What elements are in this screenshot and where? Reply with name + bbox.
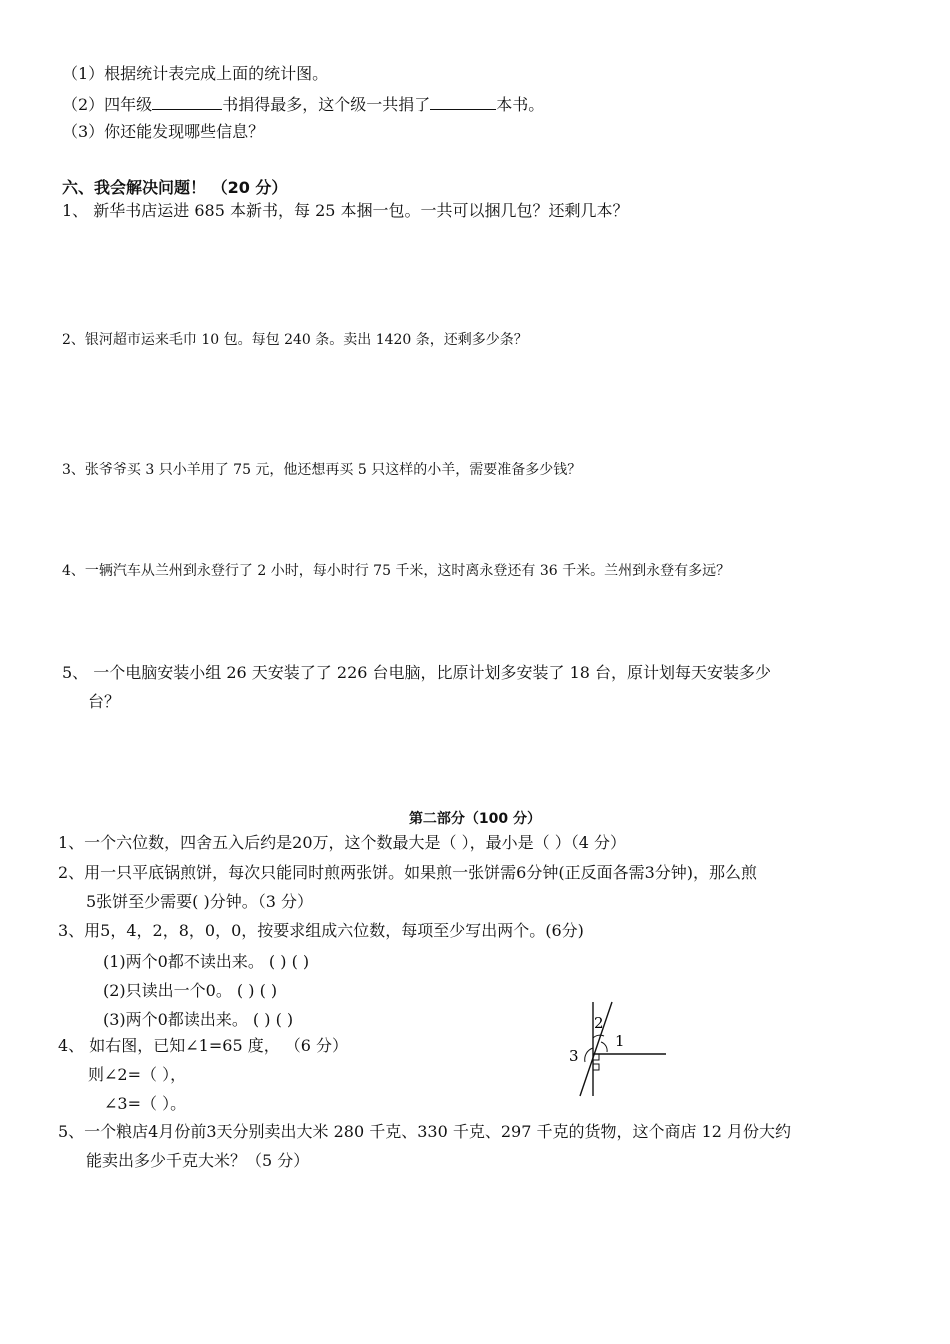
answer-blank-total[interactable] (430, 95, 496, 110)
angle-arc-2 (593, 1035, 604, 1038)
subquestion-1: （1）根据统计表完成上面的统计图。 (62, 64, 329, 83)
problem-2: 2、银河超市运来毛巾 10 包。每包 240 条。卖出 1420 条，还剩多少条？ (62, 332, 528, 348)
angle-label-2: 2 (594, 1014, 604, 1032)
right-angle-mark-lower (593, 1064, 599, 1070)
answer-blank-grade[interactable] (152, 95, 222, 110)
part2-question-5-line2: 能卖出多少千克大米？（5 分） (86, 1151, 310, 1170)
part-two-title: 第二部分（100 分） (408, 811, 542, 827)
part2-question-4-line3: ∠3=（ ）。 (104, 1094, 187, 1113)
part2-question-2-line1: 2、用一只平底锅煎饼，每次只能同时煎两张饼。如果煎一张饼需6分钟(正反面各需3分钟)，那么煎 (58, 863, 758, 882)
problem-3: 3、张爷爷买 3 只小羊用了 75 元，他还想再买 5 只这样的小羊，需要准备多少钱？ (62, 462, 582, 478)
part2-question-3-item-3: (3)两个0都读出来。 ( ) ( ) (103, 1010, 294, 1029)
part2-question-4-line1: 4、 如右图，已知∠1=65 度， （6 分） (58, 1036, 349, 1055)
subquestion-2 (62, 95, 544, 113)
subquestion-2-middle: 书捐得最多，这个级一共捐了 (222, 95, 431, 114)
angle-label-3: 3 (569, 1047, 579, 1065)
part2-question-5-line1: 5、一个粮店4月份前3天分别卖出大米 280 千克、330 千克、297 千克的货物，这个商店 12 月份大约 (58, 1122, 792, 1141)
part2-question-4-line2: 则∠2=（ ）， (88, 1065, 187, 1084)
angle-arc-1 (601, 1042, 607, 1052)
angle-figure (560, 998, 670, 1098)
subquestion-3: （3）你还能发现哪些信息？ (62, 122, 265, 141)
subquestion-2-prefix: （2）四年级 (62, 95, 153, 114)
angle-label-1: 1 (615, 1032, 625, 1050)
part2-question-1: 1、一个六位数，四舍五入后约是20万，这个数最大是（ ），最小是（ ）（4 分） (58, 833, 626, 852)
subquestion-2-suffix: 本书。 (496, 95, 545, 114)
part2-question-3: 3、用5，4，2，8，0，0，按要求组成六位数，每项至少写出两个。(6分) (58, 921, 584, 940)
part2-question-3-item-1: (1)两个0都不读出来。 ( ) ( ) (103, 952, 310, 971)
section-title: 六、我会解决问题！ （20 分） (62, 178, 288, 197)
problem-5-line1: 5、 一个电脑安装小组 26 天安装了了 226 台电脑，比原计划多安装了 18 台，原计划每天安装多少 (62, 663, 772, 682)
part2-question-2-line2: 5张饼至少需要( )分钟。（3 分） (86, 892, 314, 911)
problem-5-line2: 台？ (88, 692, 121, 711)
problem-1: 1、 新华书店运进 685 本新书，每 25 本捆一包。一共可以捆几包？还剩几本？ (62, 201, 629, 220)
problem-4: 4、一辆汽车从兰州到永登行了 2 小时，每小时行 75 千米，这时离永登还有 36 千米。兰州到永登有多远？ (62, 563, 731, 579)
part2-question-3-item-2: (2)只读出一个0。 ( ) ( ) (103, 981, 278, 1000)
